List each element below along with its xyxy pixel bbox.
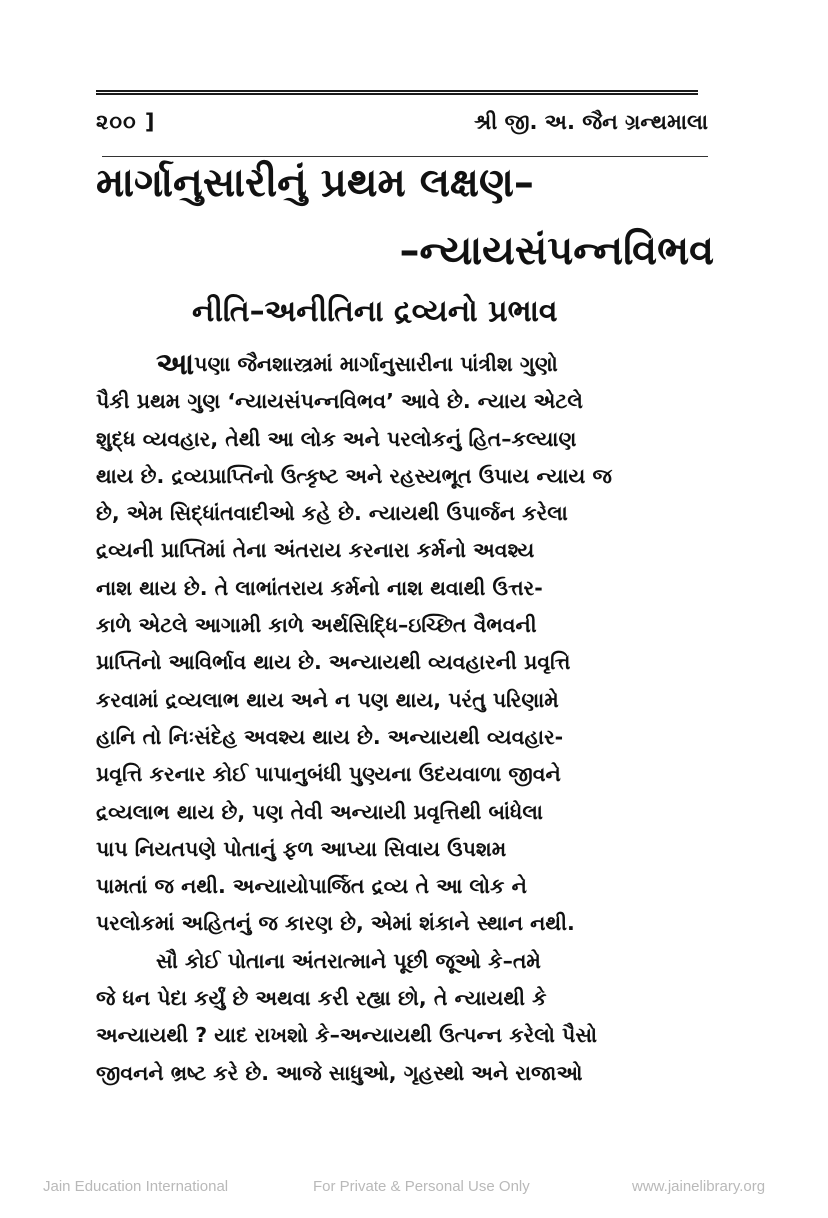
series-title: શ્રી જી. અ. જૈન ગ્રન્થમાલા (474, 109, 708, 134)
text-line: સૌ કોઈ પોતાના અંતરાત્માને પૂછી જૂઓ કે–તમે (156, 948, 541, 973)
book-page (96, 0, 714, 1150)
header-rule (102, 156, 708, 157)
footer-website-link[interactable]: www.jainelibrary.org (632, 1178, 766, 1195)
body-text (96, 346, 710, 1092)
text-line: પાપ નિયતપણે પોતાનું ફળ આપ્યા સિવાય ઉપશમ (96, 836, 507, 861)
text-line: કરવામાં દ્રવ્યલાભ થાય અને ન પણ થાય, પરંતુ પરિણામે (96, 687, 559, 712)
text-line: પૈકી પ્રથમ ગુણ ‘ન્યાયસંપન્નવિભવ’ આવે છે. ન્યાય એટલે (96, 389, 583, 414)
footer-publisher: Jain Education International (43, 1178, 229, 1195)
dropcap: આ (156, 347, 195, 382)
footer-usage-notice: For Private & Personal Use Only (313, 1178, 530, 1195)
chapter-title-line-2: –ન્યાયસંપન્નવિભવ (399, 228, 714, 274)
text-line: શુદ્ધ વ્યવહાર, તેથી આ લોક અને પરલોકનું હિત–કલ્યાણ (96, 426, 577, 451)
text-line: છે, એમ સિદ્ધાંતવાદીઓ કહે છે. ન્યાયથી ઉપાર્જન કરેલા (96, 501, 568, 526)
text-line: હાનિ તો નિઃસંદેહ અવશ્ય થાય છે. અન્યાયથી વ્યવહાર- (96, 724, 564, 749)
text-line: પરલોકમાં અહિતનું જ કારણ છે, એમાં શંકાને સ્થાન નથી. (96, 911, 575, 936)
text-line: અન્યાયથી ? યાદ રાખશો કે–અન્યાયથી ઉત્પન્ન કરેલો પૈસો (96, 1023, 598, 1048)
text-line: દ્રવ્યલાભ થાય છે, પણ તેવી અન્યાયી પ્રવૃત્તિથી બાંધેલા (96, 799, 543, 824)
text-line: નાશ થાય છે. તે લાભાંતરાય કર્મનો નાશ થવાથી ઉત્તર- (96, 575, 543, 600)
section-subheading: નીતિ–અનીતિના દ્રવ્યનો પ્રભાવ (192, 294, 558, 329)
text-line (96, 346, 710, 383)
watermark-footer (0, 1172, 828, 1202)
text-line: પ્રવૃત્તિ કરનાર કોઈ પાપાનુબંધી પુણ્યના ઉદયવાળા જીવને (96, 762, 561, 787)
text-line: કાળે એટલે આગામી કાળે અર્થસિદ્ધિ–ઇચ્છિત વૈભવની (96, 613, 537, 638)
text-line: પામતાં જ નથી. અન્યાયોપાર્જિત દ્રવ્ય તે આ લોક ને (96, 874, 527, 899)
text-line: જે ધન પેદા કર્યું છે અથવા કરી રહ્યા છો, તે ન્યાયથી કે (96, 986, 547, 1011)
text-line: પ્રાપ્તિનો આવિર્ભાવ થાય છે. અન્યાયથી વ્યવહારની પ્રવૃત્તિ (96, 650, 571, 675)
text-line: થાય છે. દ્રવ્યપ્રાપ્તિનો ઉત્કૃષ્ટ અને રહસ્યભૂત ઉપાય ન્યાય જ (96, 463, 612, 488)
text-line-content: પણા જૈનશાસ્ત્રમાં માર્ગાનુસારીના પાંત્રીશ ગુણો (194, 352, 558, 376)
text-line: દ્રવ્યની પ્રાપ્તિમાં તેના અંતરાય કરનારા કર્મનો અવશ્ય (96, 538, 535, 563)
text-line: જીવનને ભ્રષ્ટ કરે છે. આજે સાધુઓ, ગૃહસ્થો અને રાજાઓ (96, 1060, 583, 1085)
running-header (96, 104, 708, 140)
chapter-title-line-1: માર્ગાનુસારીનું પ્રથમ લક્ષણ– (96, 160, 534, 206)
header-double-rule (96, 90, 698, 95)
page-number: ૨૦૦ ] (96, 109, 156, 134)
